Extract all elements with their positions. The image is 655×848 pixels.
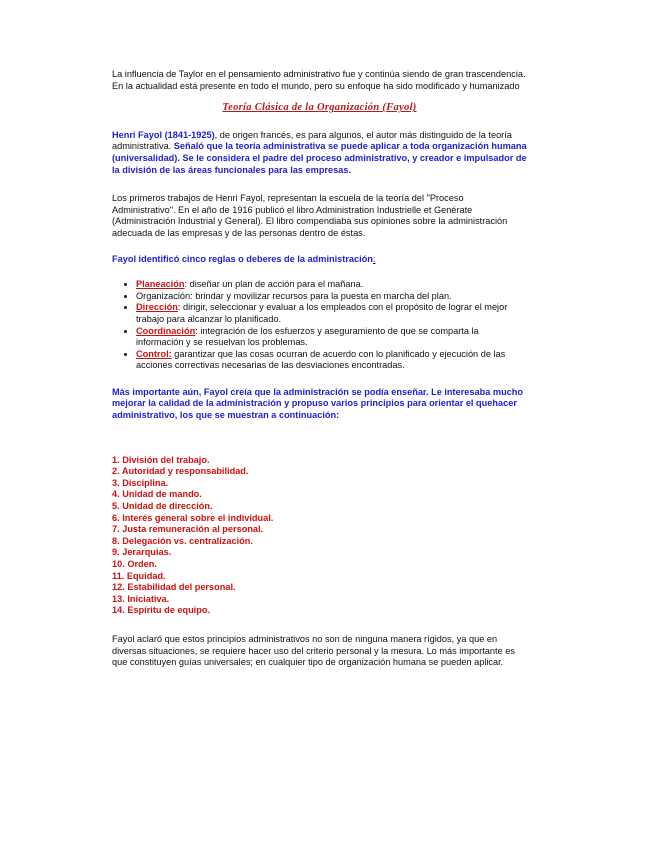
rule-sep: : bbox=[195, 325, 201, 336]
list-item: 3. Disciplina. bbox=[112, 477, 169, 488]
list-item bbox=[136, 279, 527, 291]
list-item: 11. Equidad. bbox=[112, 570, 166, 581]
rules-heading-suffix: : bbox=[372, 253, 376, 264]
rule-desc: garantizar que las cosas ocurran de acuerdo con lo planificado y ejecución de las acciones correctivas necesarias de las desviaciones encontradas. bbox=[136, 348, 506, 371]
fayol-text: , de origen francés, es para algunos, el autor más distinguido de la teoría administrativa. bbox=[112, 129, 512, 152]
list-item: 10. Orden. bbox=[112, 559, 157, 569]
rule-sep: : bbox=[177, 302, 183, 313]
fayol-highlight: Señaló que la teoría administrativa se puede aplicar a toda organización humana (universalidad). Se le considera el padre del proceso administrativo, y creador e impulsador de la división de las áreas funcionales para las empresas. bbox=[112, 141, 527, 175]
list-item bbox=[136, 302, 527, 325]
rule-desc: integración de los esfuerzos y aseguramiento de que se comparta la información y se resuelvan los problemas. bbox=[136, 325, 479, 348]
rule-term: Coordinación bbox=[136, 325, 196, 336]
principles-intro: Más importante aún, Fayol creía que la administración se podía enseñar. Le interesaba mucho mejorar la calidad de la administración y propuso varios principios para orientar el quehacer administrativo, los que se muestran a continuación: bbox=[112, 386, 524, 421]
rules-heading bbox=[112, 254, 527, 266]
rule-term: Planeación bbox=[136, 279, 185, 290]
rules-list bbox=[112, 279, 527, 372]
rules-heading-text: Fayol identificó cinco reglas o deberes de la administración bbox=[112, 253, 373, 264]
list-item: 1. División del trabajo. bbox=[112, 454, 210, 465]
list-item: 13. Iniciativa. bbox=[112, 593, 170, 604]
principles-list bbox=[112, 455, 527, 617]
list-item: 9. Jerarquías. bbox=[112, 547, 172, 558]
rule-sep: : bbox=[184, 279, 190, 290]
rule-desc: dirigir, seleccionar y evaluar a los empleados con el propósito de lograr el mejor trabajo para alcanzar lo planificado. bbox=[136, 302, 508, 324]
rule-desc: diseñar un plan de acción para el mañana. bbox=[189, 279, 364, 290]
rule-term: Dirección bbox=[136, 302, 178, 313]
list-item: 14. Espíritu de equipo. bbox=[112, 605, 211, 616]
list-item: 12. Estabilidad del personal. bbox=[112, 582, 236, 593]
fayol-name-dates: Henri Fayol (1841-1925) bbox=[112, 129, 215, 140]
list-item: 7. Justa remuneración al personal. bbox=[112, 524, 264, 535]
closing-paragraph: Fayol aclaró que estos principios administrativos no son de ninguna manera rígidos, ya que en diversas situaciones, se requiere hacer uso del criterio personal y la mesura. Lo más importante es que constituyen guías universales; en cualquier tipo de organización humana se pueden aplicar. bbox=[112, 633, 515, 668]
works-paragraph: Los primeros trabajos de Henri Fayol, representan la escuela de la teoría del "Proceso Administrativo". En el año de 1916 publicó el libro Administration Industrielle et Genérate (Administración Industrial y General). El libro compendiaba sus opiniones sobre la administración adecuada de las empresas y de las personas dentro de éstas. bbox=[112, 193, 508, 238]
list-item: 5. Unidad de dirección. bbox=[112, 501, 213, 512]
list-item: 6. Interés general sobre el individual. bbox=[112, 512, 274, 523]
list-item bbox=[136, 326, 527, 349]
section-title: Teoría Clásica de la Organización (Fayol) bbox=[222, 102, 417, 114]
rule-sep: : bbox=[190, 290, 196, 301]
rule-term: Organización bbox=[136, 290, 191, 301]
list-item bbox=[136, 349, 527, 372]
document-page bbox=[112, 69, 527, 669]
rule-desc: brindar y movilizar recursos para la puesta en marcha del plan. bbox=[195, 290, 452, 301]
intro-paragraph: La influencia de Taylor en el pensamiento administrativo fue y continúa siendo de gran trascendencia. En la actualidad está presente en todo el mundo, pero su enfoque ha sido modificado y humanizado bbox=[112, 69, 526, 91]
list-item bbox=[136, 291, 527, 303]
list-item: 8. Delegación vs. centralización. bbox=[112, 535, 253, 546]
list-item: 2. Autoridad y responsabilidad. bbox=[112, 466, 249, 477]
fayol-paragraph bbox=[112, 130, 527, 176]
rule-term: Control: bbox=[136, 348, 172, 359]
list-item: 4. Unidad de mando. bbox=[112, 489, 202, 500]
